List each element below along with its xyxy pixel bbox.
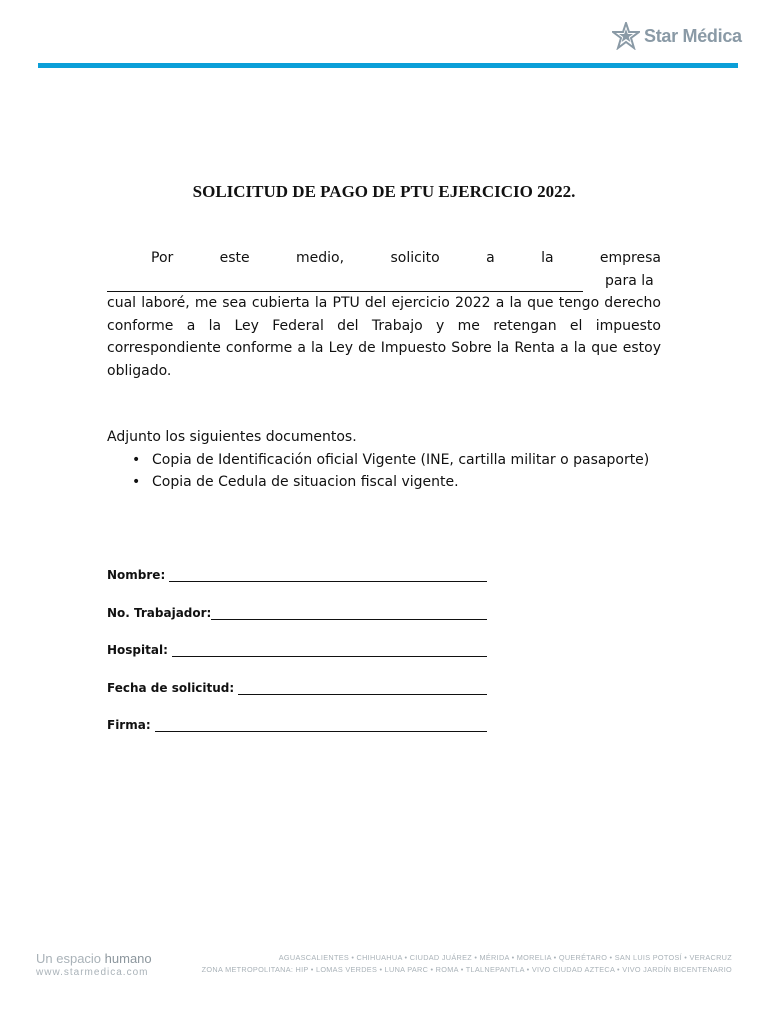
request-paragraph: [107, 247, 661, 383]
footer-locations: [202, 952, 732, 976]
brand-name: Star Médica: [644, 25, 742, 46]
hospital-field[interactable]: [107, 641, 487, 657]
paragraph-line-5: correspondiente conforme a la Ley de Impuesto Sobre la Renta a la que estoy: [107, 340, 661, 357]
worker-number-field[interactable]: [107, 604, 487, 620]
footer-metro: ZONA METROPOLITANA: HIP • LOMAS VERDES • LUNA PARC • ROMA • TLALNEPANTLA • VIVO CIUDAD AZTECA • VIVO JARDÍN BICENTENARIO: [201, 965, 732, 974]
star-icon: [612, 22, 640, 50]
document-title: SOLICITUD DE PAGO DE PTU EJERCICIO 2022.: [192, 182, 576, 201]
company-name-blank[interactable]: [107, 277, 583, 292]
attachments-section: [107, 426, 667, 494]
list-item: [132, 471, 667, 494]
footer-tagline: [36, 951, 152, 978]
paragraph-line-1: [107, 247, 661, 270]
word: solicito: [390, 250, 440, 266]
field-label: Hospital:: [107, 643, 168, 657]
tagline-text: Un espacio: [36, 951, 105, 966]
field-label: No. Trabajador:: [107, 605, 212, 620]
bullet-icon: •: [132, 451, 141, 468]
field-label: Nombre:: [107, 568, 166, 582]
bullet-icon: •: [132, 474, 141, 491]
company-blank-line: [107, 270, 661, 293]
form-fields: [107, 566, 487, 754]
brand-logo: [612, 22, 742, 50]
worker-number-input-line[interactable]: [211, 607, 487, 620]
word: empresa: [599, 250, 661, 266]
header-accent-bar: [38, 63, 738, 68]
paragraph-line-3: cual laboré, me sea cubierta la PTU del ejercicio 2022 a la que tengo derecho: [107, 295, 661, 312]
footer-cities: AGUASCALIENTES • CHIHUAHUA • CIUDAD JUÁREZ • MÉRIDA • MORELIA • QUERÉTARO • SAN LUIS POTOSÍ • VERACRUZ: [278, 953, 732, 962]
word: este: [219, 250, 250, 266]
word: Por: [151, 250, 174, 266]
paragraph-line-4: conforme a la Ley Federal del Trabajo y me retengan el impuesto: [107, 317, 661, 334]
attachments-intro: Adjunto los siguientes documentos.: [107, 429, 357, 445]
signature-field[interactable]: [107, 716, 487, 732]
paragraph-text: para la: [605, 272, 654, 289]
request-date-input-line[interactable]: [238, 682, 487, 695]
word: la: [541, 250, 554, 266]
list-item-text: Copia de Identificación oficial Vigente (INE, cartilla militar o pasaporte): [152, 451, 650, 468]
tagline-emphasis: humano: [104, 951, 152, 966]
paragraph-line-6: obligado.: [107, 362, 172, 379]
list-item: [132, 449, 667, 472]
signature-input-line[interactable]: [155, 719, 487, 732]
word: a: [486, 250, 495, 266]
request-date-field[interactable]: [107, 679, 487, 695]
attachments-list: [107, 449, 667, 494]
list-item-text: Copia de Cedula de situacion fiscal vigente.: [152, 474, 459, 491]
website-link[interactable]: www.starmedica.com: [36, 967, 149, 978]
hospital-input-line[interactable]: [172, 644, 487, 657]
word: medio,: [296, 250, 345, 266]
field-label: Fecha de solicitud:: [107, 680, 235, 695]
name-input-line[interactable]: [169, 569, 487, 582]
name-field[interactable]: [107, 566, 487, 582]
field-label: Firma:: [107, 718, 151, 732]
